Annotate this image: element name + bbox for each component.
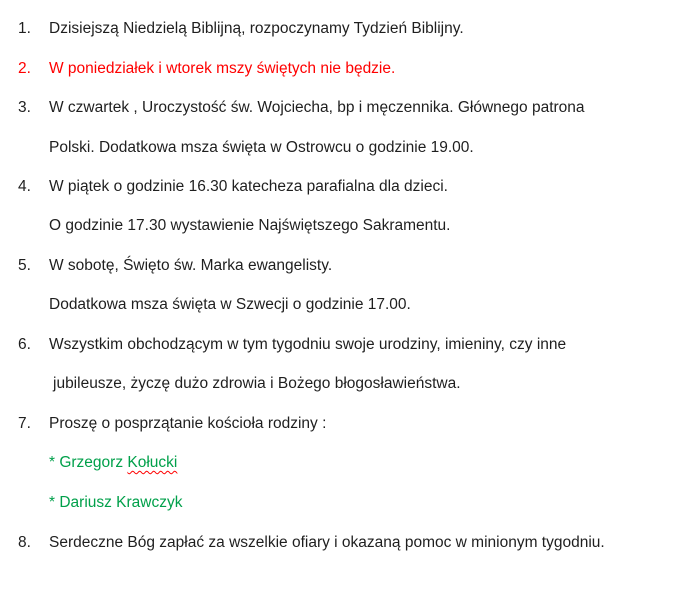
item-text: Proszę o posprzątanie kościoła rodziny : <box>49 415 327 432</box>
item-text: W piątek o godzinie 16.30 katecheza parafialna dla dzieci. <box>49 178 448 195</box>
family-surname-spellcheck: Kołucki <box>127 454 178 471</box>
item-text: W czwartek , Uroczystość św. Wojciecha, bp i męczennika. Głównego patrona <box>49 99 585 116</box>
item-number: 4. <box>18 178 31 195</box>
family-name: * Dariusz Krawczyk <box>49 494 183 511</box>
item-number: 8. <box>18 534 31 551</box>
item-number: 2. <box>18 60 31 77</box>
item-text-continuation: Polski. Dodatkowa msza święta w Ostrowcu o godzinie 19.00. <box>49 139 474 156</box>
item-text: Dzisiejszą Niedzielą Biblijną, rozpoczynamy Tydzień Biblijny. <box>49 20 464 37</box>
item-text-continuation: O godzinie 17.30 wystawienie Najświętszego Sakramentu. <box>49 217 451 234</box>
item-number: 1. <box>18 20 31 37</box>
item-text: W poniedziałek i wtorek mszy świętych nie będzie. <box>49 60 396 77</box>
item-number: 5. <box>18 257 31 274</box>
item-number: 3. <box>18 99 31 116</box>
item-text-continuation: Dodatkowa msza święta w Szwecji o godzinie 17.00. <box>49 296 411 313</box>
family-name <box>49 452 177 474</box>
item-number: 6. <box>18 336 31 353</box>
family-name-prefix: * Grzegorz <box>49 454 128 471</box>
item-text: Serdeczne Bóg zapłać za wszelkie ofiary i okazaną pomoc w minionym tygodniu. <box>49 534 605 551</box>
item-text: Wszystkim obchodzącym w tym tygodniu swoje urodziny, imieniny, czy inne <box>49 336 567 353</box>
item-text: W sobotę, Święto św. Marka ewangelisty. <box>49 257 333 274</box>
item-text-continuation: jubileusze, życzę dużo zdrowia i Bożego błogosławieństwa. <box>53 375 461 392</box>
item-number: 7. <box>18 415 31 432</box>
